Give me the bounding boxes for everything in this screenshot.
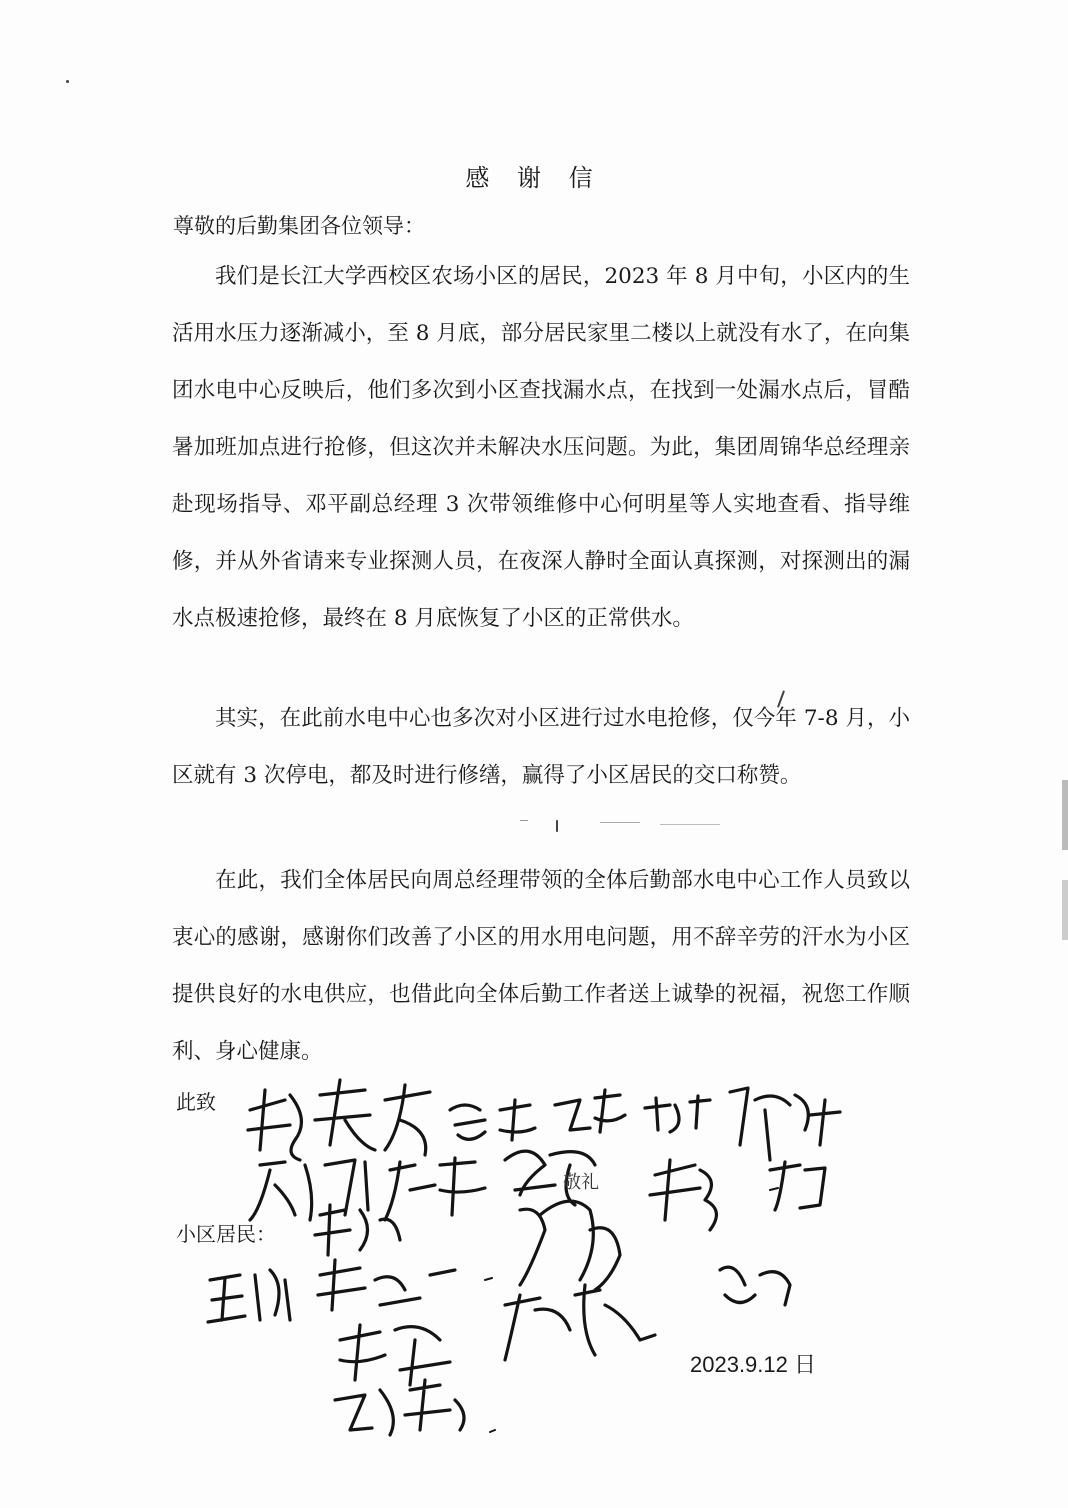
- scan-speck: [660, 824, 720, 825]
- paragraph-2: 其实，在此前水电中心也多次对小区进行过水电抢修，仅今年 7-8 月，小区就有 3 次停电，都及时进行修缮，赢得了小区居民的交口称赞。: [172, 706, 910, 788]
- scan-speck: [66, 80, 69, 83]
- salutation: 尊敬的后勤集团各位领导：: [173, 214, 425, 238]
- closing-text: 此致: [176, 1090, 216, 1114]
- paragraph-1: 我们是长江大学西校区农场小区的居民，2023 年 8 月中旬，小区内的生活用水压力逐渐减小，至 8 月底，部分居民家里二楼以上就没有水了，在向集团水电中心反映后，他们多次到小区查找漏水点，在找到一处漏水点后，冒酷暑加班加点进行抢修，但这次并未解决水压问题。为此，集团周锦华总经理亲赴现场指导、邓平副总经理 3 次带领维修中心何明星等人实地查看、指导维修，并从外省请来专业探测人员，在夜深人静时全面认真探测，对探测出的漏水点极速抢修，最终在 8 月底恢复了小区的正常供水。: [172, 264, 910, 631]
- scan-speck: [556, 820, 558, 832]
- scan-edge-mark: [1062, 880, 1068, 940]
- regards-text: 敬礼: [563, 1172, 599, 1193]
- paragraph-3: 在此，我们全体居民向周总经理带领的全体后勤部水电中心工作人员致以衷心的感谢，感谢你们改善了小区的用水用电问题，用不辞辛劳的汗水为小区提供良好的水电供应，也借此向全体后勤工作者送上诚挚的祝福，祝您工作顺利、身心健康。: [172, 868, 910, 1064]
- letter-title: 感 谢 信: [465, 164, 603, 192]
- signatures-drawing: [200, 1070, 880, 1450]
- scan-speck: [600, 822, 640, 823]
- signer-label: 小区居民：: [176, 1222, 276, 1246]
- handwritten-signatures: [200, 1070, 880, 1450]
- scan-edge-mark: [1062, 780, 1068, 850]
- letter-date: 2023.9.12 日: [690, 1352, 816, 1377]
- scan-speck: [520, 820, 528, 821]
